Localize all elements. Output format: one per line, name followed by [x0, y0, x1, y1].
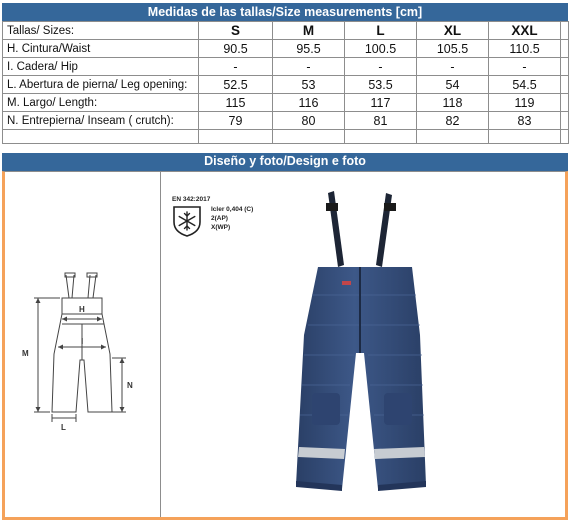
table-row — [3, 94, 569, 112]
measurement-value: 79 — [199, 112, 273, 130]
spacer-cell — [561, 22, 569, 40]
size-table-title: Medidas de las tallas/Size measurements [cm] — [2, 3, 568, 21]
certification-rating-3: X(WP) — [211, 224, 231, 231]
measurement-value: - — [345, 58, 417, 76]
measurement-value: 115 — [199, 94, 273, 112]
empty-cell — [489, 130, 561, 144]
measurement-value: 53 — [273, 76, 345, 94]
table-row — [3, 22, 569, 40]
spacer-cell — [561, 76, 569, 94]
diagram-label-n: N — [127, 381, 133, 390]
measurement-value: 90.5 — [199, 40, 273, 58]
empty-cell — [273, 130, 345, 144]
spacer-cell — [561, 58, 569, 76]
measurement-label: M. Largo/ Length: — [3, 94, 199, 112]
bib-pants-measurement-diagram — [20, 262, 145, 434]
spacer-cell — [561, 94, 569, 112]
measurement-value: 110.5 — [489, 40, 561, 58]
design-section-title: Diseño y foto/Design e foto — [2, 153, 568, 171]
diagram-label-i: I — [81, 337, 84, 346]
table-row — [3, 40, 569, 58]
measurement-value: 118 — [417, 94, 489, 112]
empty-cell — [417, 130, 489, 144]
certification-standard: EN 342:2017 — [172, 196, 211, 203]
table-row — [3, 76, 569, 94]
certification-rating-1: Icler 0,404 (C) — [211, 206, 254, 213]
sizes-header-label: Tallas/ Sizes: — [3, 22, 199, 40]
measurement-value: 83 — [489, 112, 561, 130]
spacer-cell — [561, 112, 569, 130]
measurement-value: 82 — [417, 112, 489, 130]
measurement-value: - — [199, 58, 273, 76]
measurement-value: 52.5 — [199, 76, 273, 94]
measurement-value: 119 — [489, 94, 561, 112]
measurement-label: L. Abertura de pierna/ Leg opening: — [3, 76, 199, 94]
measurement-value: 105.5 — [417, 40, 489, 58]
table-row — [3, 130, 569, 144]
measurement-value: - — [489, 58, 561, 76]
spacer-cell — [561, 40, 569, 58]
measurement-value: 80 — [273, 112, 345, 130]
empty-cell — [3, 130, 199, 144]
table-row — [3, 112, 569, 130]
measurement-value: 116 — [273, 94, 345, 112]
measurement-value: 54.5 — [489, 76, 561, 94]
size-header: L — [345, 22, 417, 40]
measurement-value: 53.5 — [345, 76, 417, 94]
measurement-value: 81 — [345, 112, 417, 130]
bottom-accent-line — [2, 517, 568, 520]
cold-protection-shield-icon — [170, 204, 204, 238]
size-header: M — [273, 22, 345, 40]
certification-rating-2: 2(AP) — [211, 215, 228, 222]
diagram-label-h: H — [79, 305, 85, 314]
table-row — [3, 58, 569, 76]
diagram-label-m: M — [22, 349, 29, 358]
measurement-value: 117 — [345, 94, 417, 112]
size-measurements-table — [2, 21, 569, 144]
empty-cell — [561, 130, 569, 144]
size-header: S — [199, 22, 273, 40]
measurement-label: I. Cadera/ Hip — [3, 58, 199, 76]
measurement-value: 95.5 — [273, 40, 345, 58]
measurement-value: - — [417, 58, 489, 76]
measurement-value: 100.5 — [345, 40, 417, 58]
measurement-label: N. Entrepierna/ Inseam ( crutch): — [3, 112, 199, 130]
size-header: XXL — [489, 22, 561, 40]
empty-cell — [199, 130, 273, 144]
measurement-value: 54 — [417, 76, 489, 94]
product-photo-bib-pants — [290, 185, 440, 510]
measurement-label: H. Cintura/Waist — [3, 40, 199, 58]
empty-cell — [345, 130, 417, 144]
diagram-label-l: L — [61, 423, 66, 432]
measurement-value: - — [273, 58, 345, 76]
size-header: XL — [417, 22, 489, 40]
